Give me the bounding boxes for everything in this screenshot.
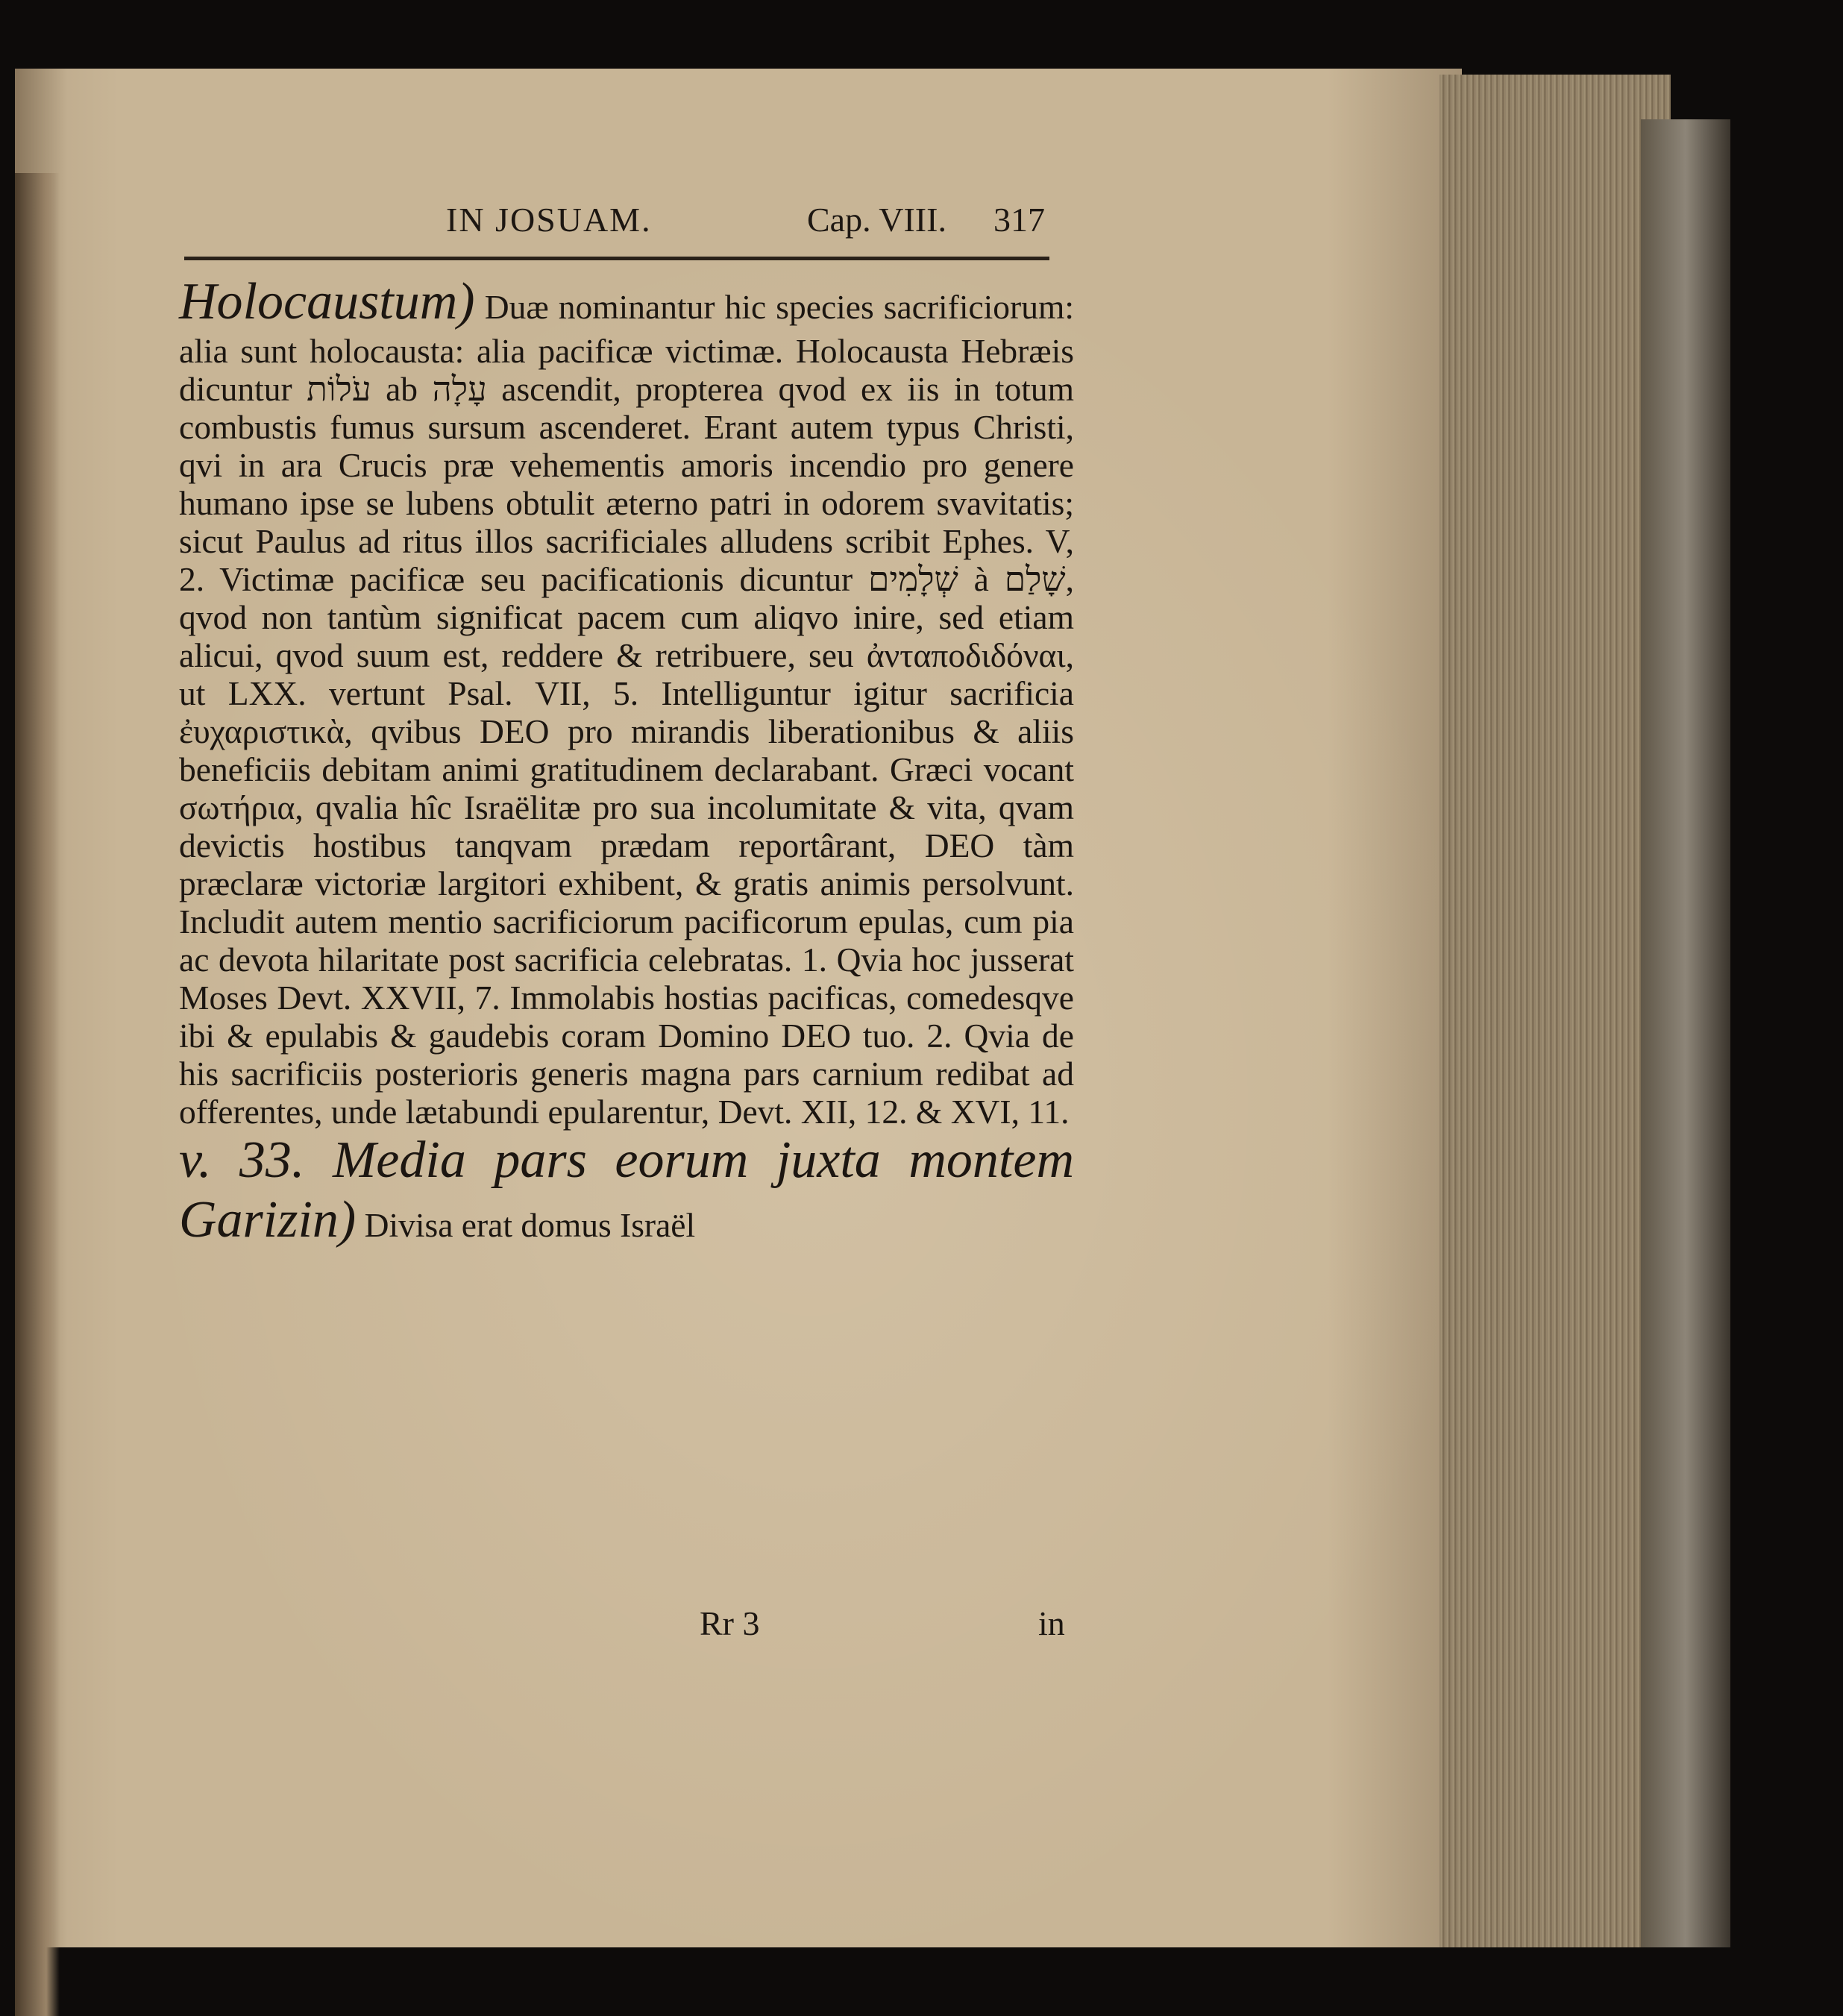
running-header [0, 200, 1843, 245]
verse-text: Divisa erat domus Israël [356, 1206, 696, 1244]
catchword: in [1038, 1604, 1065, 1642]
book-cover-edge [1641, 119, 1730, 1947]
page-foot [0, 1604, 1843, 1648]
header-rule [184, 257, 1049, 260]
commentary-paragraph [179, 272, 1074, 1131]
paragraph-text: Duæ nominantur hic species sacrificiorum: alia sunt holocausta: alia pacificæ victimæ. Holocausta Hebræis dicuntur עֹלוֹת ab עָלָה ascendit, propterea qvod ex iis in totum combustis fumus sursum ascenderet. Erant autem typus Christi, qvi in ara Crucis præ vehementis amoris incendio pro genere humano ipse se lubens obtulit æterno patri in odorem svavitatis; sicut Paulus ad ritus illos sacrificiales alludens scribit Ephes. V, 2. Victimæ pacificæ seu pacificationis dicuntur שְׁלָמִים à שָׁלַם, qvod non tantùm significat pacem cum aliqvo inire, sed etiam alicui, qvod suum est, reddere & retribuere, seu ἀνταποδιδόναι, ut LXX. vertunt Psal. VII, 5. Intelliguntur igitur sacrificia ἐυχαριστικὰ, qvibus DEO pro mirandis liberationibus & aliis beneficiis debitam animi gratitudinem declarabant. Græci vocant σωτήρια, qvalia hîc Israëlitæ pro sua incolumitate & vita, qvam devictis hostibus tanqvam prædam reportârant, DEO tàm præclaræ victoriæ largitori exhibent, & gratis animis persolvunt. Includit autem mentio sacrificiorum pacificorum epulas, cum pia ac devota hilaritate post sacrificia celebratas. 1. Qvia hoc jusserat Moses Devt. XXVII, 7. Immolabis hostias pacificas, comedesqve ibi & epulabis & gaudebis coram Domino DEO tuo. 2. Qvia de his sacrificiis posterioris generis magna pars carnium redibat ad offerentes, unde lætabundi epularentur, Devt. XII, 12. & XVI, 11. [179, 288, 1074, 1131]
headword: Holocaustum) [179, 273, 475, 330]
verse-lemma: v. 33. Media pars eorum juxta montem Garizin) [179, 1131, 1074, 1249]
running-title: IN JOSUAM. [446, 201, 652, 239]
page-number: 317 [993, 201, 1045, 239]
verse-paragraph [179, 1131, 1074, 1250]
main-text-block [179, 272, 1074, 1250]
page-gutter-shadow [15, 173, 60, 2016]
page-fore-edge [1439, 75, 1671, 1947]
chapter-number: Cap. VIII. [807, 201, 946, 239]
signature-mark: Rr 3 [700, 1604, 760, 1642]
